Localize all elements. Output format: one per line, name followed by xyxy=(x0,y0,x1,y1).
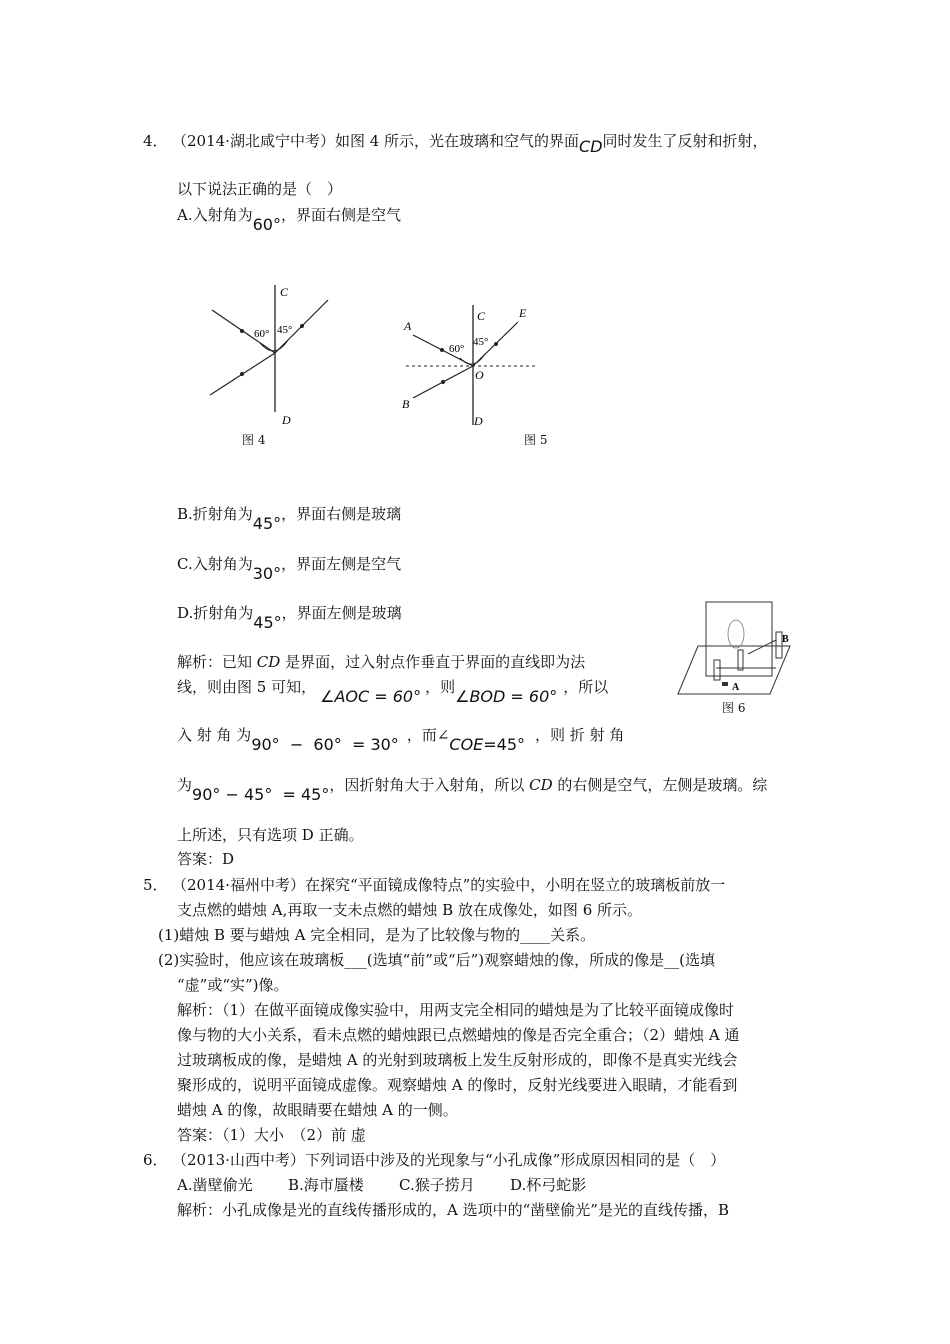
math-bod: ∠BOD = 60° xyxy=(455,687,558,706)
sub-question-2-cont: “虚”或“实”)像。 xyxy=(177,976,289,994)
question-stem-line2: 以下说法正确的是（ ） xyxy=(177,180,343,198)
question-stem: （2013·山西中考）下列词语中涉及的光现象与“小孔成像”形成原因相同的是（ ） xyxy=(172,1151,726,1169)
label-d: D xyxy=(474,414,483,428)
sub-question-2: (2)实验时，他应该在玻璃板___(选填“前”或“后”)观察蜡烛的像，所成的像是__(选填 xyxy=(158,951,715,969)
analysis-line-1: 解析：小孔成像是光的直线传播形成的，A 选项中的“凿壁偷光”是光的直线传播，B xyxy=(177,1201,729,1219)
label-e: E xyxy=(519,306,527,320)
angle-60: 60° xyxy=(449,343,465,355)
label-c: C xyxy=(280,285,289,299)
figure-6-caption: 图 6 xyxy=(722,701,746,715)
analysis-line-2: 像与物的大小关系，看未点燃的蜡烛跟已点燃蜡烛的像是否完全重合；（2）蜡烛 A 通 xyxy=(177,1026,740,1044)
analysis-line-3: 入 射 角 为90° − 60° = 30° ，而∠COE=45° ，则 折 射 角 xyxy=(177,726,625,754)
angle-45: 45° xyxy=(473,336,489,348)
figure-6 xyxy=(676,598,792,702)
answer: 答案：（1）大小 （2）前 虚 xyxy=(177,1126,366,1144)
question-number: 5． xyxy=(143,876,168,894)
question-number: 4． xyxy=(143,132,168,150)
figure-5 xyxy=(398,300,548,435)
option-d: D.折射角为45°，界面左侧是玻璃 xyxy=(177,604,402,632)
label-b: B xyxy=(402,397,410,411)
math-coe: COE xyxy=(449,735,484,754)
sub-question-1: (1)蜡烛 B 要与蜡烛 A 完全相同，是为了比较像与物的____关系。 xyxy=(158,926,596,944)
math-cd: CD xyxy=(579,137,603,156)
analysis-line-5: 蜡烛 A 的像，故眼睛要在蜡烛 A 的一侧。 xyxy=(177,1101,458,1119)
figure-4 xyxy=(200,280,350,450)
question-stem-line2: 支点燃的蜡烛 A,再取一支未点燃的蜡烛 B 放在成像处，如图 6 所示。 xyxy=(177,901,643,919)
option-c: C.猴子捞月 xyxy=(399,1176,475,1194)
analysis-line-3: 过玻璃板成的像，是蜡烛 A 的光射到玻璃板上发生反射形成的，即像不是真实光线会 xyxy=(177,1051,738,1069)
label-b: B xyxy=(782,634,789,645)
option-a: A.入射角为60°，界面右侧是空气 xyxy=(177,206,401,234)
option-a: A.凿壁偷光 xyxy=(177,1176,253,1194)
figure-5-caption: 图 5 xyxy=(524,433,548,447)
option-b: B.海市蜃楼 xyxy=(288,1176,364,1194)
option-c: C.入射角为30°，界面左侧是空气 xyxy=(177,555,402,583)
label-a: A xyxy=(732,682,740,693)
question-stem: （2014·福州中考）在探究“平面镜成像特点”的实验中，小明在竖立的玻璃板前放一 xyxy=(172,876,726,894)
analysis-line-4: 聚形成的，说明平面镜成虚像。观察蜡烛 A 的像时，反射光线要进入眼睛，才能看到 xyxy=(177,1076,738,1094)
label-c: C xyxy=(477,309,486,323)
angle-45: 45° xyxy=(277,324,293,336)
option-b: B.折射角为45°，界面右侧是玻璃 xyxy=(177,505,402,533)
label-a: A xyxy=(404,319,412,333)
analysis-line-1: 解析：（1）在做平面镜成像实验中，用两支完全相同的蜡烛是为了比较平面镜成像时 xyxy=(177,1001,735,1019)
label-o: O xyxy=(475,368,484,382)
figure-4-caption: 图 4 xyxy=(242,433,266,447)
analysis-line-2: 线，则由图 5 可知， ∠AOC = 60° ，则∠BOD = 60° ，所以 xyxy=(177,678,609,706)
label-d: D xyxy=(282,413,291,427)
math-aoc: ∠AOC = 60° xyxy=(320,687,422,706)
option-d: D.杯弓蛇影 xyxy=(510,1176,587,1194)
question-number: 6． xyxy=(143,1151,168,1169)
answer: 答案：D xyxy=(177,850,235,868)
analysis-line-5: 上所述，只有选项 D 正确。 xyxy=(177,826,364,844)
analysis-line-4: 为90° − 45° = 45°，因折射角大于入射角，所以 CD 的右侧是空气，左侧是玻璃。综 xyxy=(177,776,768,804)
question-stem: （2014·湖北咸宁中考）如图 4 所示，光在玻璃和空气的界面CD同时发生了反射和折射， xyxy=(172,132,768,156)
analysis-line-1: 解析：已知 CD 是界面，过入射点作垂直于界面的直线即为法 xyxy=(177,653,586,671)
angle-60: 60° xyxy=(254,328,270,340)
